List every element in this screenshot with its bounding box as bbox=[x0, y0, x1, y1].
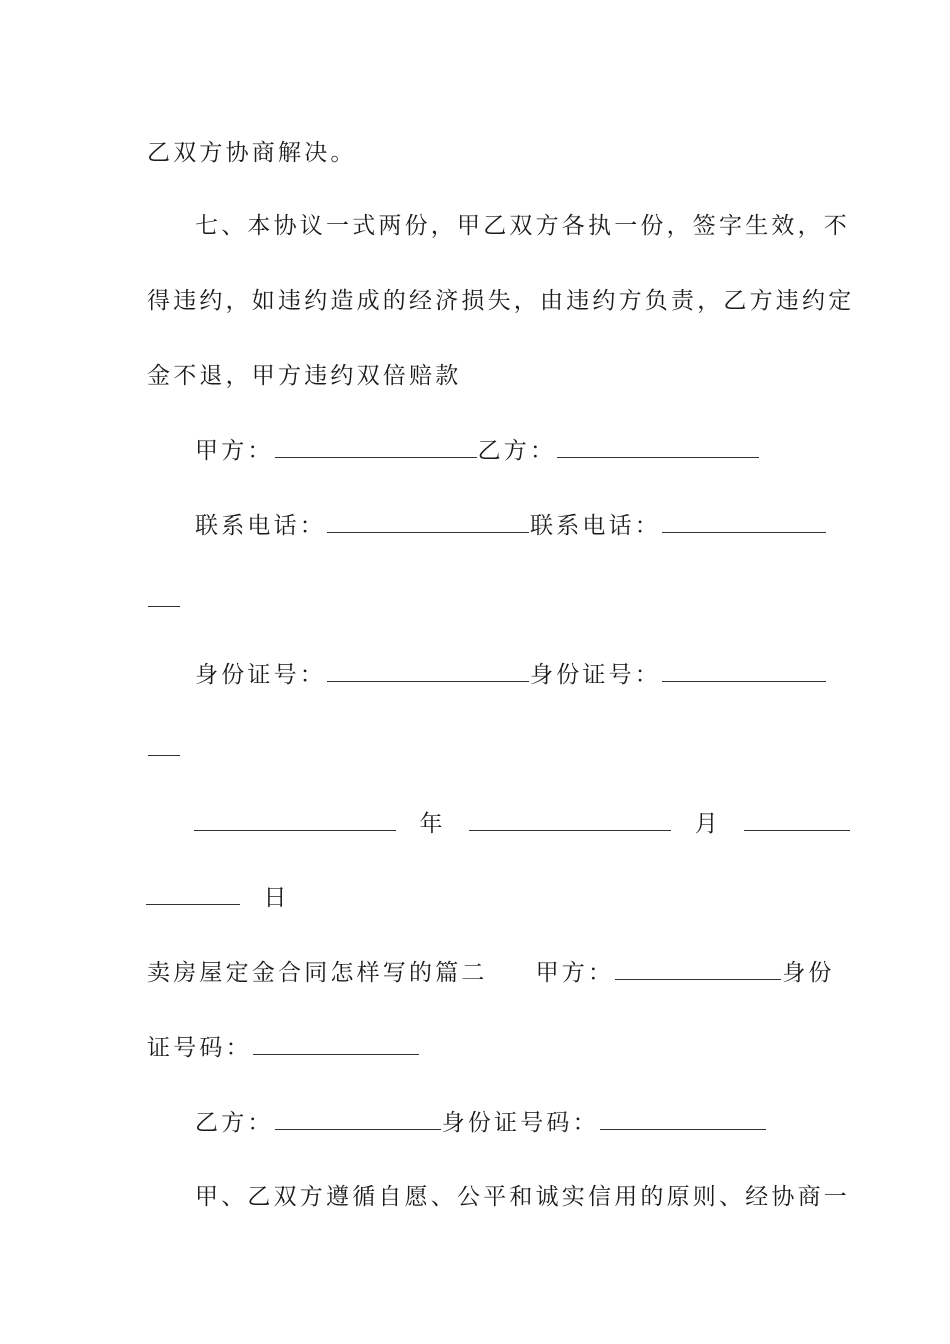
party-a-label: 甲方： bbox=[195, 438, 274, 464]
id-row bbox=[195, 655, 827, 695]
clause-seven-line-1: 七、本协议一式两份，甲乙双方各执一份，签字生效，不 bbox=[195, 213, 850, 239]
id-b-blank[interactable] bbox=[662, 655, 826, 682]
month-blank[interactable] bbox=[469, 804, 671, 831]
party-b-label: 乙方： bbox=[477, 438, 557, 464]
section-two-id-label-b: 身份证号码： bbox=[441, 1110, 599, 1136]
section-two-id-row bbox=[147, 1028, 420, 1068]
clause-seven-line-2: 得违约，如违约造成的经济损失，由违约方负责，乙方违约定 bbox=[147, 288, 855, 314]
phone-b-blank[interactable] bbox=[662, 506, 826, 533]
day-blank-continued[interactable] bbox=[146, 878, 240, 905]
day-blank[interactable] bbox=[744, 804, 850, 831]
section-two-party-a-blank[interactable] bbox=[615, 953, 781, 980]
phone-a-blank[interactable] bbox=[327, 506, 529, 533]
month-label: 月 bbox=[694, 811, 721, 837]
section-two-id-label-part1: 身份 bbox=[782, 960, 835, 986]
party-a-blank[interactable] bbox=[275, 431, 477, 458]
section-two-id-a-blank[interactable] bbox=[253, 1028, 419, 1055]
year-blank[interactable] bbox=[194, 804, 396, 831]
section-two-party-b-row bbox=[195, 1103, 767, 1143]
party-signature-row bbox=[195, 431, 760, 471]
section-two-party-b-blank[interactable] bbox=[275, 1103, 441, 1130]
phone-label-a: 联系电话： bbox=[195, 513, 326, 539]
section-two-id-b-blank[interactable] bbox=[600, 1103, 766, 1130]
id-b-blank-continued[interactable] bbox=[148, 729, 180, 756]
section-two-principle-line: 甲、乙双方遵循自愿、公平和诚实信用的原则、经协商一 bbox=[195, 1184, 850, 1210]
phone-label-b: 联系电话： bbox=[530, 513, 661, 539]
clause-seven-line-3: 金不退，甲方违约双倍赔款 bbox=[147, 363, 462, 389]
section-two-party-a-label: 甲方： bbox=[535, 960, 615, 986]
id-row-continuation bbox=[147, 729, 181, 769]
day-label: 日 bbox=[263, 885, 290, 911]
phone-row-continuation bbox=[147, 580, 181, 620]
section-two-party-b-label: 乙方： bbox=[195, 1110, 274, 1136]
date-row-continuation bbox=[145, 878, 290, 918]
section-two-heading-row bbox=[147, 953, 835, 993]
date-row bbox=[193, 804, 851, 844]
phone-row bbox=[195, 506, 827, 546]
id-label-a: 身份证号： bbox=[195, 662, 326, 688]
party-b-blank[interactable] bbox=[557, 431, 759, 458]
id-label-b: 身份证号： bbox=[530, 662, 661, 688]
year-label: 年 bbox=[419, 811, 446, 837]
paragraph-line: 乙双方协商解决。 bbox=[147, 140, 357, 166]
section-two-title: 卖房屋定金合同怎样写的篇二 bbox=[147, 960, 488, 986]
phone-b-blank-continued[interactable] bbox=[148, 580, 180, 607]
id-a-blank[interactable] bbox=[327, 655, 529, 682]
section-two-id-label-part2: 证号码： bbox=[147, 1035, 252, 1061]
